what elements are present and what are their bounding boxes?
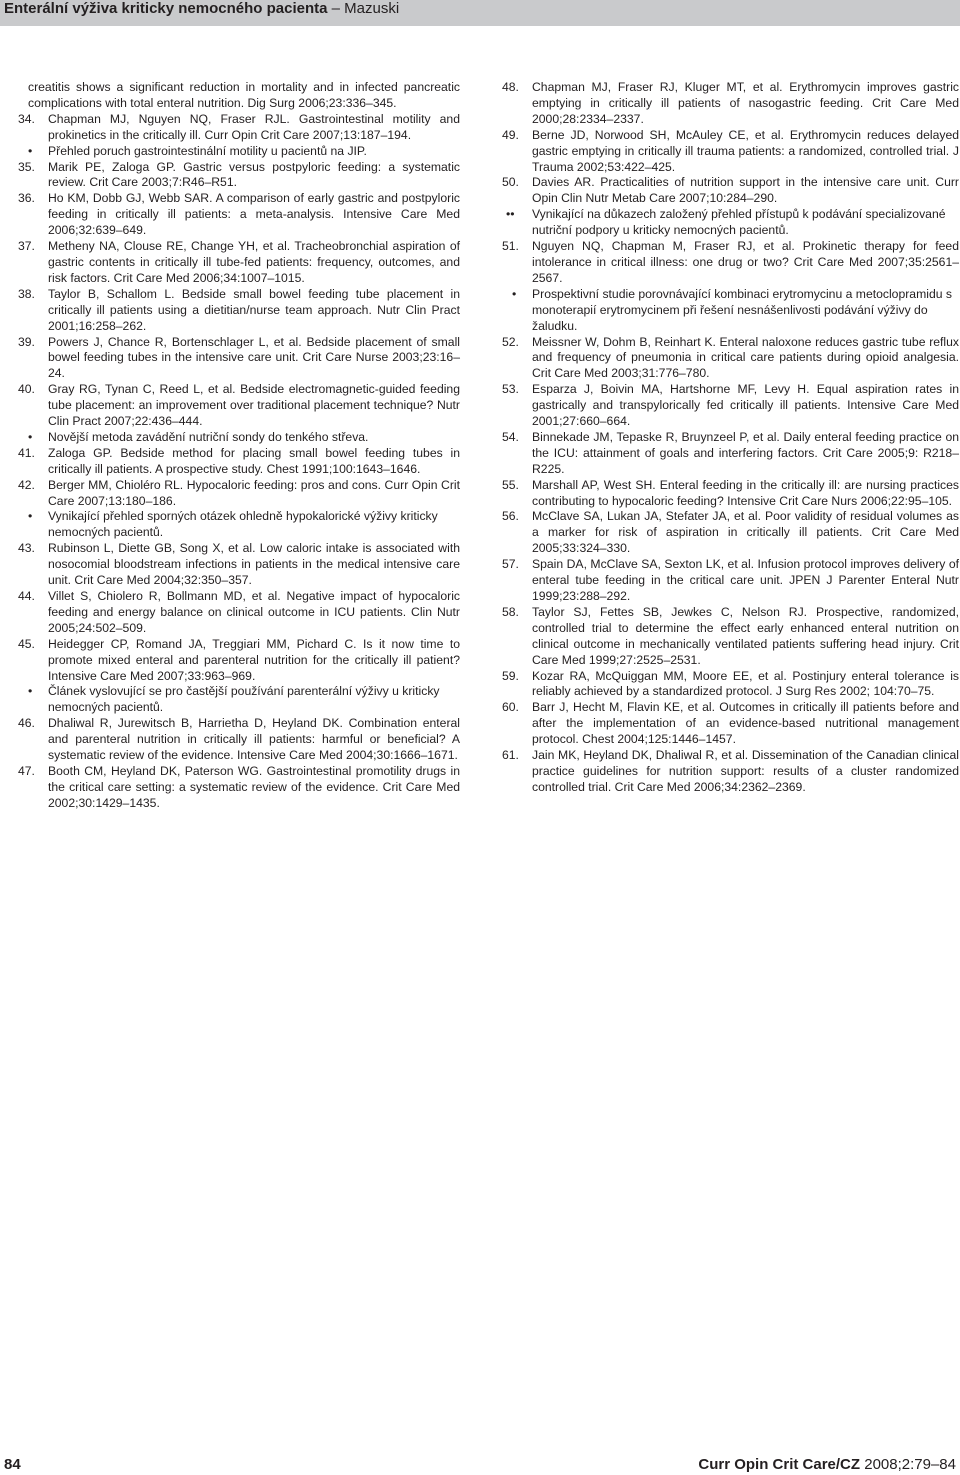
annotation-text: Vynikající přehled sporných otázek ohledně hypokalorické výživy kriticky nemocných pacientů. (48, 509, 438, 540)
annotation-text: Přehled poruch gastrointestinální motility u pacientů na JIP. (48, 143, 367, 158)
reference-text: Taylor SJ, Fettes SB, Jewkes C, Nelson RJ. Prospective, randomized, controlled trial to determine the effect early enhanced enteral nutrition on clinical outcome in mechanically ventilated patients suffering head injury. Crit Care Med 1999;27:2525–2531. (532, 604, 959, 667)
reference-text: Esparza J, Boivin MA, Hartshorne MF, Levy H. Equal aspiration rates in gastrically and transpylorically fed critically ill patients. Intensive Care Med 2001;27:660–664. (532, 382, 959, 429)
reference-item (18, 637, 460, 685)
reference-number: 34. (18, 111, 35, 126)
header-author: Mazuski (344, 0, 400, 17)
reference-number: 50. (502, 175, 519, 190)
header-title: Enterální výživa kriticky nemocného pacienta (4, 0, 328, 17)
reference-text: Zaloga GP. Bedside method for placing small bowel feeding tubes in critically ill patients. A prospective study. Chest 1991;100:1643–1646. (48, 445, 460, 476)
reference-item (502, 700, 959, 748)
annotation-item (502, 207, 959, 239)
reference-text: Villet S, Chiolero R, Bollmann MD, et al. Negative impact of hypocaloric feeding and energy balance on clinical outcome in ICU patients. Clin Nutr 2005;24:502–509. (48, 589, 460, 635)
reference-item (502, 605, 959, 669)
reference-number: 53. (502, 382, 519, 397)
references-right-column (502, 80, 959, 796)
reference-number: 39. (18, 334, 35, 349)
reference-item (18, 112, 460, 144)
reference-item (18, 764, 460, 812)
reference-item (18, 287, 460, 335)
reference-number: 43. (18, 541, 35, 556)
reference-item (502, 669, 959, 701)
reference-text: Jain MK, Heyland DK, Dhaliwal R, et al. Dissemination of the Canadian clinical practice guidelines for nutrition support: results of a cluster randomized controlled trial. Crit Care Med 2006;34:2362–2369. (532, 748, 959, 794)
journal-citation: 2008;2:79–84 (860, 1456, 956, 1473)
reference-number: 60. (502, 700, 519, 715)
reference-number: 42. (18, 477, 35, 492)
reference-number: 35. (18, 159, 35, 174)
annotation-item (18, 144, 460, 160)
reference-item (18, 335, 460, 383)
reference-text: Rubinson L, Diette GB, Song X, et al. Low caloric intake is associated with nosocomial bloodstream infections in patients in the medical intensive care unit. Crit Care Med 2004;32:350–357. (48, 541, 460, 588)
importance-bullet: • (512, 286, 517, 301)
reference-text: Meissner W, Dohm B, Reinhart K. Enteral naloxone reduces gastric tube reflux and frequency of pneumonia in critical care patients during opioid analgesia. Crit Care Med 2003;31:776–780. (532, 334, 959, 381)
reference-item (18, 541, 460, 589)
annotation-item (502, 287, 959, 335)
reference-item (502, 509, 959, 557)
reference-text: Dhaliwal R, Jurewitsch B, Harrietha D, Heyland DK. Combination enteral and parenteral nutrition in critically ill patients: harmful or beneficial? A systematic review of the evidence. Intensive Care Med 2004;30:1666–1671. (48, 716, 460, 763)
annotation-item (18, 509, 460, 541)
reference-number: 36. (18, 191, 35, 206)
reference-text: Barr J, Hecht M, Flavin KE, et al. Outcomes in critically ill patients before and after the implementation of an evidence-based nutritional management protocol. Chest 2004;125:1446–1457. (532, 700, 959, 747)
annotation-item (18, 684, 460, 716)
reference-number: 46. (18, 716, 35, 731)
reference-number: 37. (18, 239, 35, 254)
journal-footer (698, 1456, 956, 1474)
reference-text: Heidegger CP, Romand JA, Treggiari MM, Pichard C. Is it now time to promote mixed enteral and parenteral nutrition for the critically ill patient? Intensive Care Med 2007;33:963–969. (48, 636, 460, 683)
reference-text: Taylor B, Schallom L. Bedside small bowel feeding tube placement in critically ill patients using a dietitian/nurse team approach. Nutr Clin Pract 2001;16:258–262. (48, 286, 460, 333)
reference-text: creatitis shows a significant reduction in mortality and in infected pancreatic complications with total enteral nutrition. Dig Surg 2006;23:336–345. (28, 80, 460, 110)
importance-bullet: • (28, 509, 33, 524)
reference-number: 44. (18, 589, 35, 603)
reference-item (18, 382, 460, 430)
reference-number: 52. (502, 334, 519, 349)
reference-number: 54. (502, 429, 519, 444)
reference-number: 57. (502, 557, 519, 572)
reference-item (18, 716, 460, 764)
reference-text: Kozar RA, McQuiggan MM, Moore EE, et al. Postinjury enteral tolerance is reliably achieved by a standardized protocol. J Surg Res 2002; 104:70–75. (532, 668, 959, 699)
reference-number: 38. (18, 286, 35, 301)
reference-item (502, 430, 959, 478)
reference-text: McClave SA, Lukan JA, Stefater JA, et al. Poor validity of residual volumes as a marker for risk of aspiration in critically ill patients. Crit Care Med 2005;33:324–330. (532, 509, 959, 556)
reference-text: Nguyen NQ, Chapman M, Fraser RJ, et al. Prokinetic therapy for feed intolerance in critical illness: one drug or two? Crit Care Med 2007;35:2561–2567. (532, 239, 959, 285)
reference-number: 40. (18, 382, 35, 397)
reference-item (18, 160, 460, 192)
reference-text: Berger MM, Chioléro RL. Hypocaloric feeding: pros and cons. Curr Opin Crit Care 2007;13:180–186. (48, 477, 460, 508)
reference-item (18, 239, 460, 287)
reference-number: 41. (18, 445, 35, 460)
reference-number: 59. (502, 668, 519, 683)
reference-text: Ho KM, Dobb GJ, Webb SAR. A comparison of early gastric and postpyloric feeding in critically ill patients: a meta-analysis. Intensive Care Med 2006;32:639–649. (48, 191, 460, 238)
journal-name: Curr Opin Crit Care/CZ (698, 1456, 861, 1473)
importance-bullet: • (28, 143, 33, 158)
reference-text: Booth CM, Heyland DK, Paterson WG. Gastrointestinal promotility drugs in the critical care setting: a systematic review of the evidence. Crit Care Med 2002;30:1429–1435. (48, 763, 460, 810)
annotation-text: Vynikající na důkazech založený přehled přístupů k podávání specializované nutriční podpory u kriticky nemocných pacientů. (532, 207, 946, 238)
reference-number: 58. (502, 604, 519, 619)
annotation-text: Prospektivní studie porovnávající kombinaci erytromycinu a metoclopramidu s monoterapií erytromycinem při řešení nesnášenlivosti podávání výživy do žaludku. (532, 286, 952, 333)
reference-number: 56. (502, 509, 519, 524)
reference-number: 51. (502, 239, 519, 254)
reference-text: Spain DA, McClave SA, Sexton LK, et al. Infusion protocol improves delivery of enteral tube feeding in the critical care unit. JPEN J Parenter Enteral Nutr 1999;23:288–292. (532, 557, 959, 603)
reference-text: Marshall AP, West SH. Enteral feeding in the critically ill: are nursing practices contributing to hypocaloric feeding? Intensive Crit Care Nurs 2006;22:95–105. (532, 477, 959, 508)
reference-item (502, 239, 959, 287)
reference-text: Berne JD, Norwood SH, McAuley CE, et al. Erythromycin reduces delayed gastric emptying in critically ill trauma patients: a randomized, controlled trial. J Trauma 2002;53:422–425. (532, 127, 959, 174)
reference-text: Gray RG, Tynan C, Reed L, et al. Bedside electromagnetic-guided feeding tube placement: an improvement over traditional placement technique? Nutr Clin Pract 2007;22:436–444. (48, 382, 460, 429)
reference-item (18, 191, 460, 239)
reference-number: 48. (502, 80, 519, 94)
reference-item (502, 128, 959, 176)
annotation-text: Novější metoda zavádění nutriční sondy do tenkého střeva. (48, 429, 369, 444)
reference-text: Binnekade JM, Tepaske R, Bruynzeel P, et al. Daily enteral feeding practice on the ICU: attainment of goals and interfering factors. Crit Care 2005;9: R218–R225. (532, 429, 959, 476)
reference-item (502, 335, 959, 383)
reference-text: Powers J, Chance R, Bortenschlager L, et al. Bedside placement of small bowel feeding tubes in the intensive care unit. Crit Care Nurse 2003;23:16–24. (48, 334, 460, 381)
reference-continuation (18, 80, 460, 112)
reference-item (18, 478, 460, 510)
running-header (0, 0, 960, 26)
reference-item (502, 80, 959, 128)
reference-text: Chapman MJ, Nguyen NQ, Fraser RJL. Gastrointestinal motility and prokinetics in the critically ill. Curr Opin Crit Care 2007;13:187–194. (48, 111, 460, 142)
annotation-text: Článek vyslovující se pro častější používání parenterální výživy u kriticky nemocných pacientů. (48, 684, 440, 715)
reference-item (502, 557, 959, 605)
importance-bullet: • (28, 684, 33, 699)
reference-item (502, 748, 959, 796)
reference-number: 61. (502, 748, 519, 763)
reference-item (502, 175, 959, 207)
reference-text: Davies AR. Practicalities of nutrition support in the intensive care unit. Curr Opin Clin Nutr Metab Care 2007;10:284–290. (532, 175, 959, 206)
reference-item (502, 478, 959, 510)
reference-item (18, 589, 460, 637)
importance-bullet: •• (506, 207, 515, 222)
reference-number: 47. (18, 763, 35, 778)
page-number: 84 (4, 1456, 21, 1473)
reference-number: 45. (18, 636, 35, 651)
reference-item (502, 382, 959, 430)
reference-text: Metheny NA, Clouse RE, Change YH, et al. Tracheobronchial aspiration of gastric contents in critically ill tube-fed patients: frequency, outcomes, and risk factors. Crit Care Med 2006;34:1007–1015. (48, 239, 460, 285)
annotation-item (18, 430, 460, 446)
references-left-column (18, 80, 460, 812)
header-separator: – (327, 0, 345, 17)
reference-text: Chapman MJ, Fraser RJ, Kluger MT, et al. Erythromycin improves gastric emptying in critically ill patients of nasogastric feeding. Crit Care Med 2000;28:2334–2337. (532, 80, 959, 126)
reference-number: 49. (502, 127, 519, 142)
reference-item (18, 446, 460, 478)
reference-text: Marik PE, Zaloga GP. Gastric versus postpyloric feeding: a systematic review. Crit Care 2003;7:R46–R51. (48, 159, 460, 190)
reference-number: 55. (502, 477, 519, 492)
importance-bullet: • (28, 429, 33, 444)
